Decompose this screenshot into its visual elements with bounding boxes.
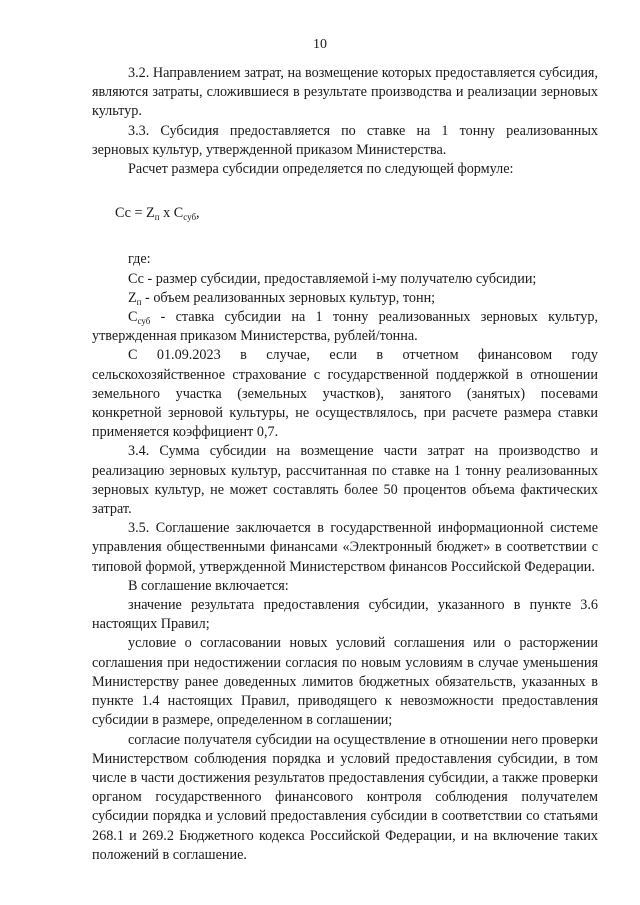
subsidy-formula [115, 204, 598, 223]
definition-z-symbol: Z [128, 289, 137, 306]
paragraph-coefficient: С 01.09.2023 в случае, если в отчетном финансовом году сельскохозяйственное страхование с государственной поддержкой в отношении земельного участка (земельных участков), занятого (занятых) посевами конкретной зерновой культуры, не осуществлялось, при расчете размера ставки применяется коэффициент 0,7. [92, 347, 598, 441]
paragraph-item-3: согласие получателя субсидии на осуществление в отношении него проверки Министерством соблюдения порядка и условий предоставления субсидии, в том числе в части достижения результатов предоставления субсидии, а также проверки органом государственного финансового контроля соблюдения получателем субсидии порядка и условий предоставления субсидии в соответствии со статьями 268.1 и 269.2 Бюджетного кодекса Российской Федерации, и на включение таких положений в соглашение. [92, 731, 598, 863]
document-body [92, 64, 598, 865]
definition-c-symbol: С [128, 309, 138, 326]
definition-z-text: - объем реализованных зерновых культур, тонн; [141, 289, 436, 306]
paragraph-calculation: Расчет размера субсидии определяется по следующей формуле: [128, 161, 514, 178]
definition-c [92, 308, 598, 346]
paragraph-3-2: 3.2. Направлением затрат, на возмещение которых предоставляется субсидия, являются затраты, сложившиеся в результате производства и реализации зерновых культур. [92, 65, 598, 120]
definition-z-subscript: п [136, 296, 142, 307]
formula-sub-p: п [154, 212, 160, 223]
page-number: 10 [313, 37, 327, 52]
paragraph-item-1: значение результата предоставления субсидии, указанного в пункте 3.6 настоящих Правил; [92, 597, 598, 633]
paragraph-item-2: условие о согласовании новых условий соглашения или о расторжении соглашения при недостижении согласия по новым условиям в случае уменьшения Министерству ранее доведенных лимитов бюджетных обязательств, указанных в пункте 1.4 настоящих Правил, приводящего к невозможности предоставления субсидии в размере, определенном в соглашении; [92, 635, 598, 729]
paragraph-agreement-includes: В соглашение включается: [128, 577, 289, 594]
paragraph-3-3: 3.3. Субсидия предоставляется по ставке на 1 тонну реализованных зерновых культур, утвержденной приказом Министерства. [92, 122, 598, 158]
definition-c-subscript: суб [137, 316, 151, 327]
definition-c-text: - ставка субсидии на 1 тонну реализованных зерновых культур, утвержденная приказом Министерства, рублей/тонна. [92, 309, 598, 345]
paragraph-3-4: 3.4. Сумма субсидии на возмещение части затрат на производство и реализацию зерновых культур, рассчитанная по ставке на 1 тонну реализованных зерновых культур, не может составлять более 50 процентов объема фактических затрат. [92, 443, 598, 518]
formula-sub-sub: суб [183, 212, 197, 223]
formula-mid: х С [159, 205, 184, 222]
definition-z [92, 289, 598, 308]
definition-cc: Сс - размер субсидии, предоставляемой i-му получателю субсидии; [128, 270, 537, 287]
paragraph-3-5: 3.5. Соглашение заключается в государственной информационной системе управления общественными финансами «Электронный бюджет» в соответствии с типовой формой, утвержденной Министерством финансов Российской Федерации. [92, 520, 598, 575]
formula-lhs: Сс = Z [115, 205, 155, 222]
paragraph-where: где: [128, 251, 151, 268]
formula-tail: , [196, 205, 200, 222]
